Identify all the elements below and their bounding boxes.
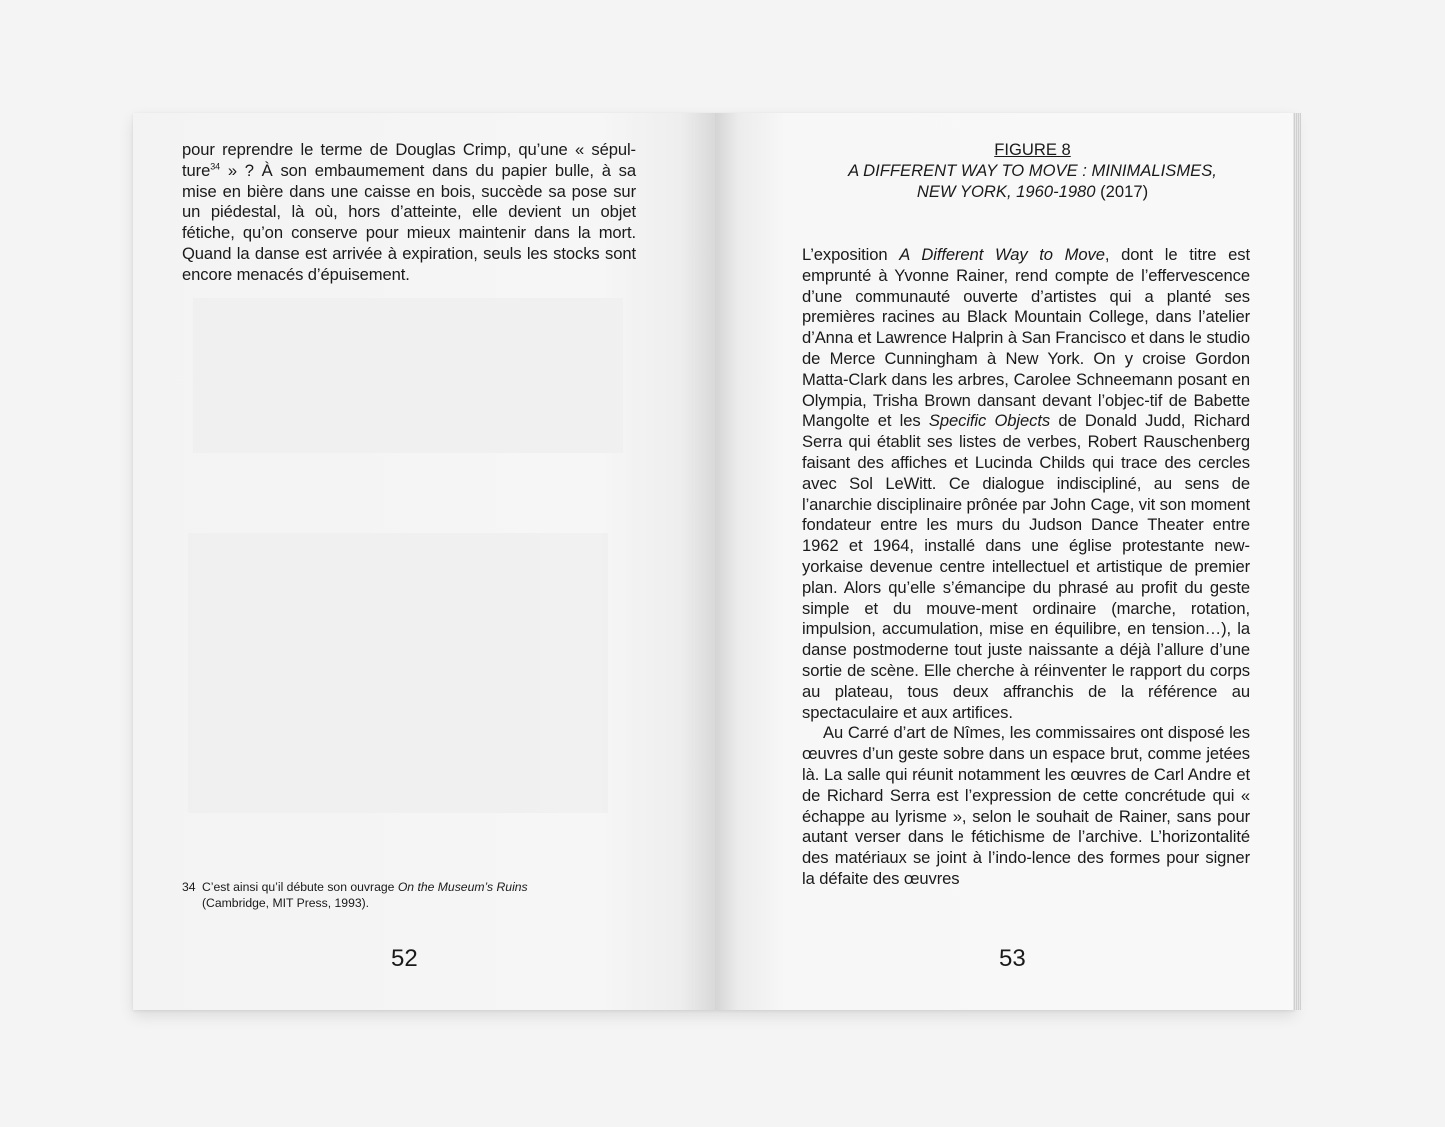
right-page <box>715 113 1295 1010</box>
footnote-reference[interactable]: 34 <box>210 161 221 172</box>
paragraph-1: L’exposition A Different Way to Move, dont le titre est emprunté à Yvonne Rainer, rend compte de l’effervescence d’une communauté ouverte d’artistes qui a planté ses premières racines au Black Mountain College, dans l’atelier d’Anna et Lawrence Halprin à San Francisco et dans le studio de Merce Cunningham à New York. On y croise Gordon Matta-Clark dans les arbres, Carolee Schneemann posant en Olympia, Trisha Brown dansant devant l’objec-tif de Babette Mangolte et les Specific Objects de Donald Judd, Richard Serra qui établit ses listes de verbes, Robert Rauschenberg faisant des affiches et Lucinda Childs qui trace des cercles avec Sol LeWitt. Ce dialogue indiscipliné, au sens de l’anarchie disciplinaire prônée par John Cage, vit son moment fondateur entre les murs du Judson Dance Theater entre 1962 et 1964, installé dans une église protestante new-yorkaise devenue centre intellectuel et artistique de premier plan. Alors qu’elle s’émancipe du phrasé au profit du geste simple et du mouve-ment ordinaire (marche, rotation, impulsion, accumulation, mise en équilibre, en tension…), la danse postmoderne tout juste naissante a déjà l’allure d’une sortie de scène. Elle cherche à réinventer le rapport du corps au plateau, tous deux affranchis de la référence au spectaculaire et aux artifices. <box>802 245 1251 722</box>
figure-label: FIGURE 8 <box>994 140 1071 159</box>
footnote-number: 34 <box>182 880 196 894</box>
page-number-right: 53 <box>999 945 1026 972</box>
paragraph-2: Au Carré d’art de Nîmes, les commissaires ont disposé les œuvres d’un geste sobre dans un espace brut, comme jetées là. La salle qui réunit notamment les œuvres de Carl Andre et de Richard Serra est l’expression de cette concrétude qui « échappe au lyrisme », selon le souhait de Rainer, sans pour autant verser dans le fétichisme de l’archive. L’horizontalité des matériaux se joint à l’indo-lence des formes pour signer la défaite des œuvres <box>802 723 1250 888</box>
show-through-image-bottom <box>188 533 608 813</box>
footnote: 34 C’est ainsi qu’il débute son ouvrage On the Museum’s Ruins (Cambridge, MIT Press, 1993). <box>182 880 528 910</box>
left-page <box>133 113 715 1010</box>
figure-title: A DIFFERENT WAY TO MOVE : MINIMALISMES, <box>848 161 1217 180</box>
right-body-text <box>802 245 1250 890</box>
show-through-image-top <box>193 298 623 453</box>
left-body-text: pour reprendre le terme de Douglas Crimp, qu’une « sépul-ture$^{34}$ » ? À son embaumement dans du papier bulle, à sa mise en bière dans une caisse en bois, succède sa pose sur un piédestal, là où, hors d’atteinte, elle devient un objet fétiche, qu’on conserve pour mieux maintenir dans la mort. Quand la danse est arrivée à expiration, seuls les stocks sont encore menacés d’épuisement. <box>182 140 636 284</box>
page-number-left: 52 <box>391 945 418 972</box>
page-block-edge <box>1293 113 1301 1010</box>
figure-heading: FIGURE 8 A DIFFERENT WAY TO MOVE : MINIMALISMES, NEW YORK, 1960-1980 (2017) <box>795 139 1270 202</box>
book-spread <box>133 113 1295 1010</box>
